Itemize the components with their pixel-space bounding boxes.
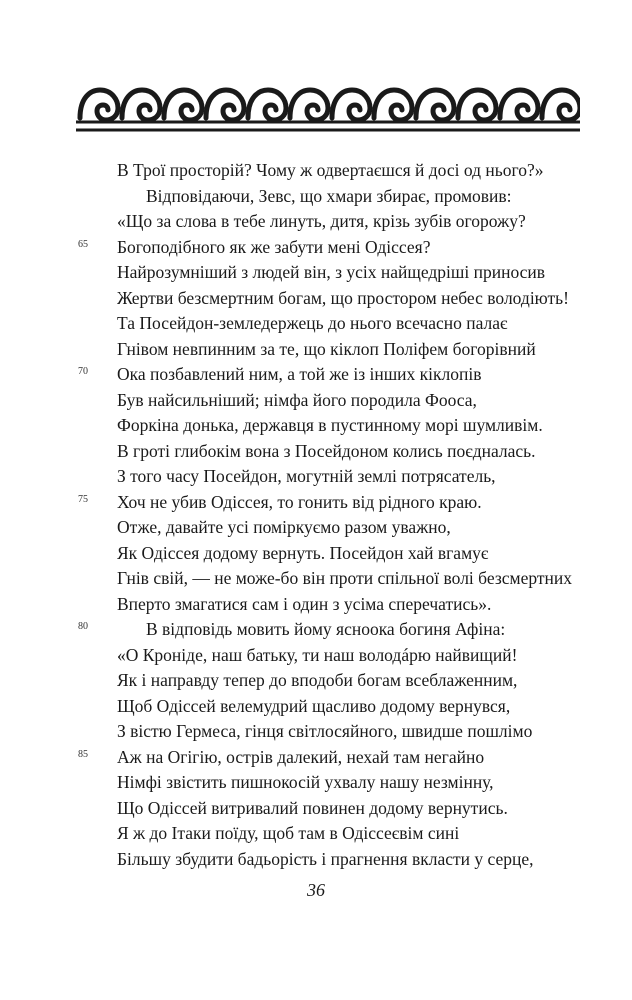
verse-line: [0, 719, 632, 745]
verse-line: [0, 490, 632, 516]
verse-text: В Трої просторій? Чому ж одвертаєшся й досі од нього?»: [117, 160, 544, 180]
verse-line: [0, 541, 632, 567]
verse-line: [0, 286, 632, 312]
page-number: 36: [307, 880, 325, 900]
verse-text: В гроті глибокім вона з Посейдоном колись поєдналась.: [117, 440, 536, 461]
line-number: 65: [78, 238, 88, 250]
verse-line: [0, 770, 632, 796]
verse-line: [0, 694, 632, 720]
verse-text: Ока позбавлений ним, а той же із інших кіклопів: [117, 364, 482, 384]
verse-line: [0, 388, 632, 414]
verse-text: В відповідь мовить йому ясноока богиня Афіна:: [146, 619, 506, 639]
verse-line: [0, 566, 632, 592]
verse-line: [0, 668, 632, 694]
verse-text: Був найсильніший; німфа його породила Фооса,: [117, 389, 477, 410]
verse-block: [0, 158, 632, 872]
verse-text: Найрозумніший з людей він, з усіх найщедріші приносив: [117, 262, 546, 282]
verse-line: [0, 362, 632, 388]
verse-text: Вперто змагатися сам і один з усіма сперечатись».: [117, 593, 492, 614]
line-number: 70: [78, 366, 88, 377]
verse-line: [0, 796, 632, 822]
verse-text: Як і направду тепер до вподоби богам всеблаженним,: [117, 670, 518, 690]
verse-text: Та Посейдон-земледержець до нього всечасно палає: [117, 313, 508, 333]
verse-line: [0, 439, 632, 465]
verse-text: Гнів свій, — не може-бо він проти спільної волі безсмертних: [117, 568, 572, 588]
verse-text: Хоч не убив Одіссея, то гонить від рідного краю.: [117, 491, 482, 512]
line-number: 80: [78, 621, 88, 632]
verse-text: Аж на Огігію, острів далекий, нехай там негайно: [117, 746, 485, 767]
verse-line: [0, 821, 632, 847]
verse-text: Жертви безсмертним богам, що простором небес володіють!: [117, 287, 569, 308]
verse-line: [0, 158, 632, 184]
line-number: 85: [78, 748, 88, 760]
greek-wave-ornament-icon: [76, 84, 580, 142]
verse-line: [0, 311, 632, 337]
verse-text: Отже, давайте усі поміркуємо разом уважно,: [117, 517, 451, 537]
verse-text: Що Одіссей витривалий повинен додому вернутись.: [117, 797, 508, 818]
verse-text: Більшу збудити бадьорість і прагнення вкласти у серце,: [117, 848, 534, 869]
verse-line: [0, 745, 632, 771]
verse-text: Я ж до Ітаки поїду, щоб там в Одіссеєвім сині: [117, 823, 460, 843]
verse-text: Форкіна донька, державця в пустинному морі шумливім.: [117, 415, 543, 435]
verse-text: Німфі звістить пишнокосій ухвалу нашу незмінну,: [117, 772, 494, 792]
verse-text: Богоподібного як же забути мені Одіссея?: [117, 236, 431, 257]
verse-line: [0, 184, 632, 210]
verse-text: «О Кроніде, наш батьку, ти наш володáрю найвищий!: [117, 644, 518, 665]
verse-line: [0, 337, 632, 363]
verse-text: Гнівом невпинним за те, що кіклоп Поліфем богорівний: [117, 338, 536, 359]
line-number: 75: [78, 493, 88, 505]
verse-line: [0, 260, 632, 286]
verse-text: Щоб Одіссей велемудрий щасливо додому вернувся,: [117, 695, 511, 716]
verse-text: З того часу Посейдон, могутній землі потрясатель,: [117, 466, 496, 486]
verse-line: [0, 413, 632, 439]
verse-line: [0, 235, 632, 261]
verse-text: З вістю Гермеса, гінця світлосяйного, швидше пошлімо: [117, 721, 533, 741]
verse-text: Відповідаючи, Зевс, що хмари збирає, промовив:: [146, 185, 512, 206]
verse-line: [0, 464, 632, 490]
verse-line: [0, 515, 632, 541]
verse-line: [0, 209, 632, 235]
verse-line: [0, 617, 632, 643]
verse-text: «Що за слова в тебе линуть, дитя, крізь зубів огорожу?: [117, 211, 526, 231]
verse-line: [0, 847, 632, 873]
verse-text: Як Одіссея додому вернуть. Посейдон хай вгамує: [117, 542, 489, 563]
verse-line: [0, 592, 632, 618]
verse-line: [0, 643, 632, 669]
